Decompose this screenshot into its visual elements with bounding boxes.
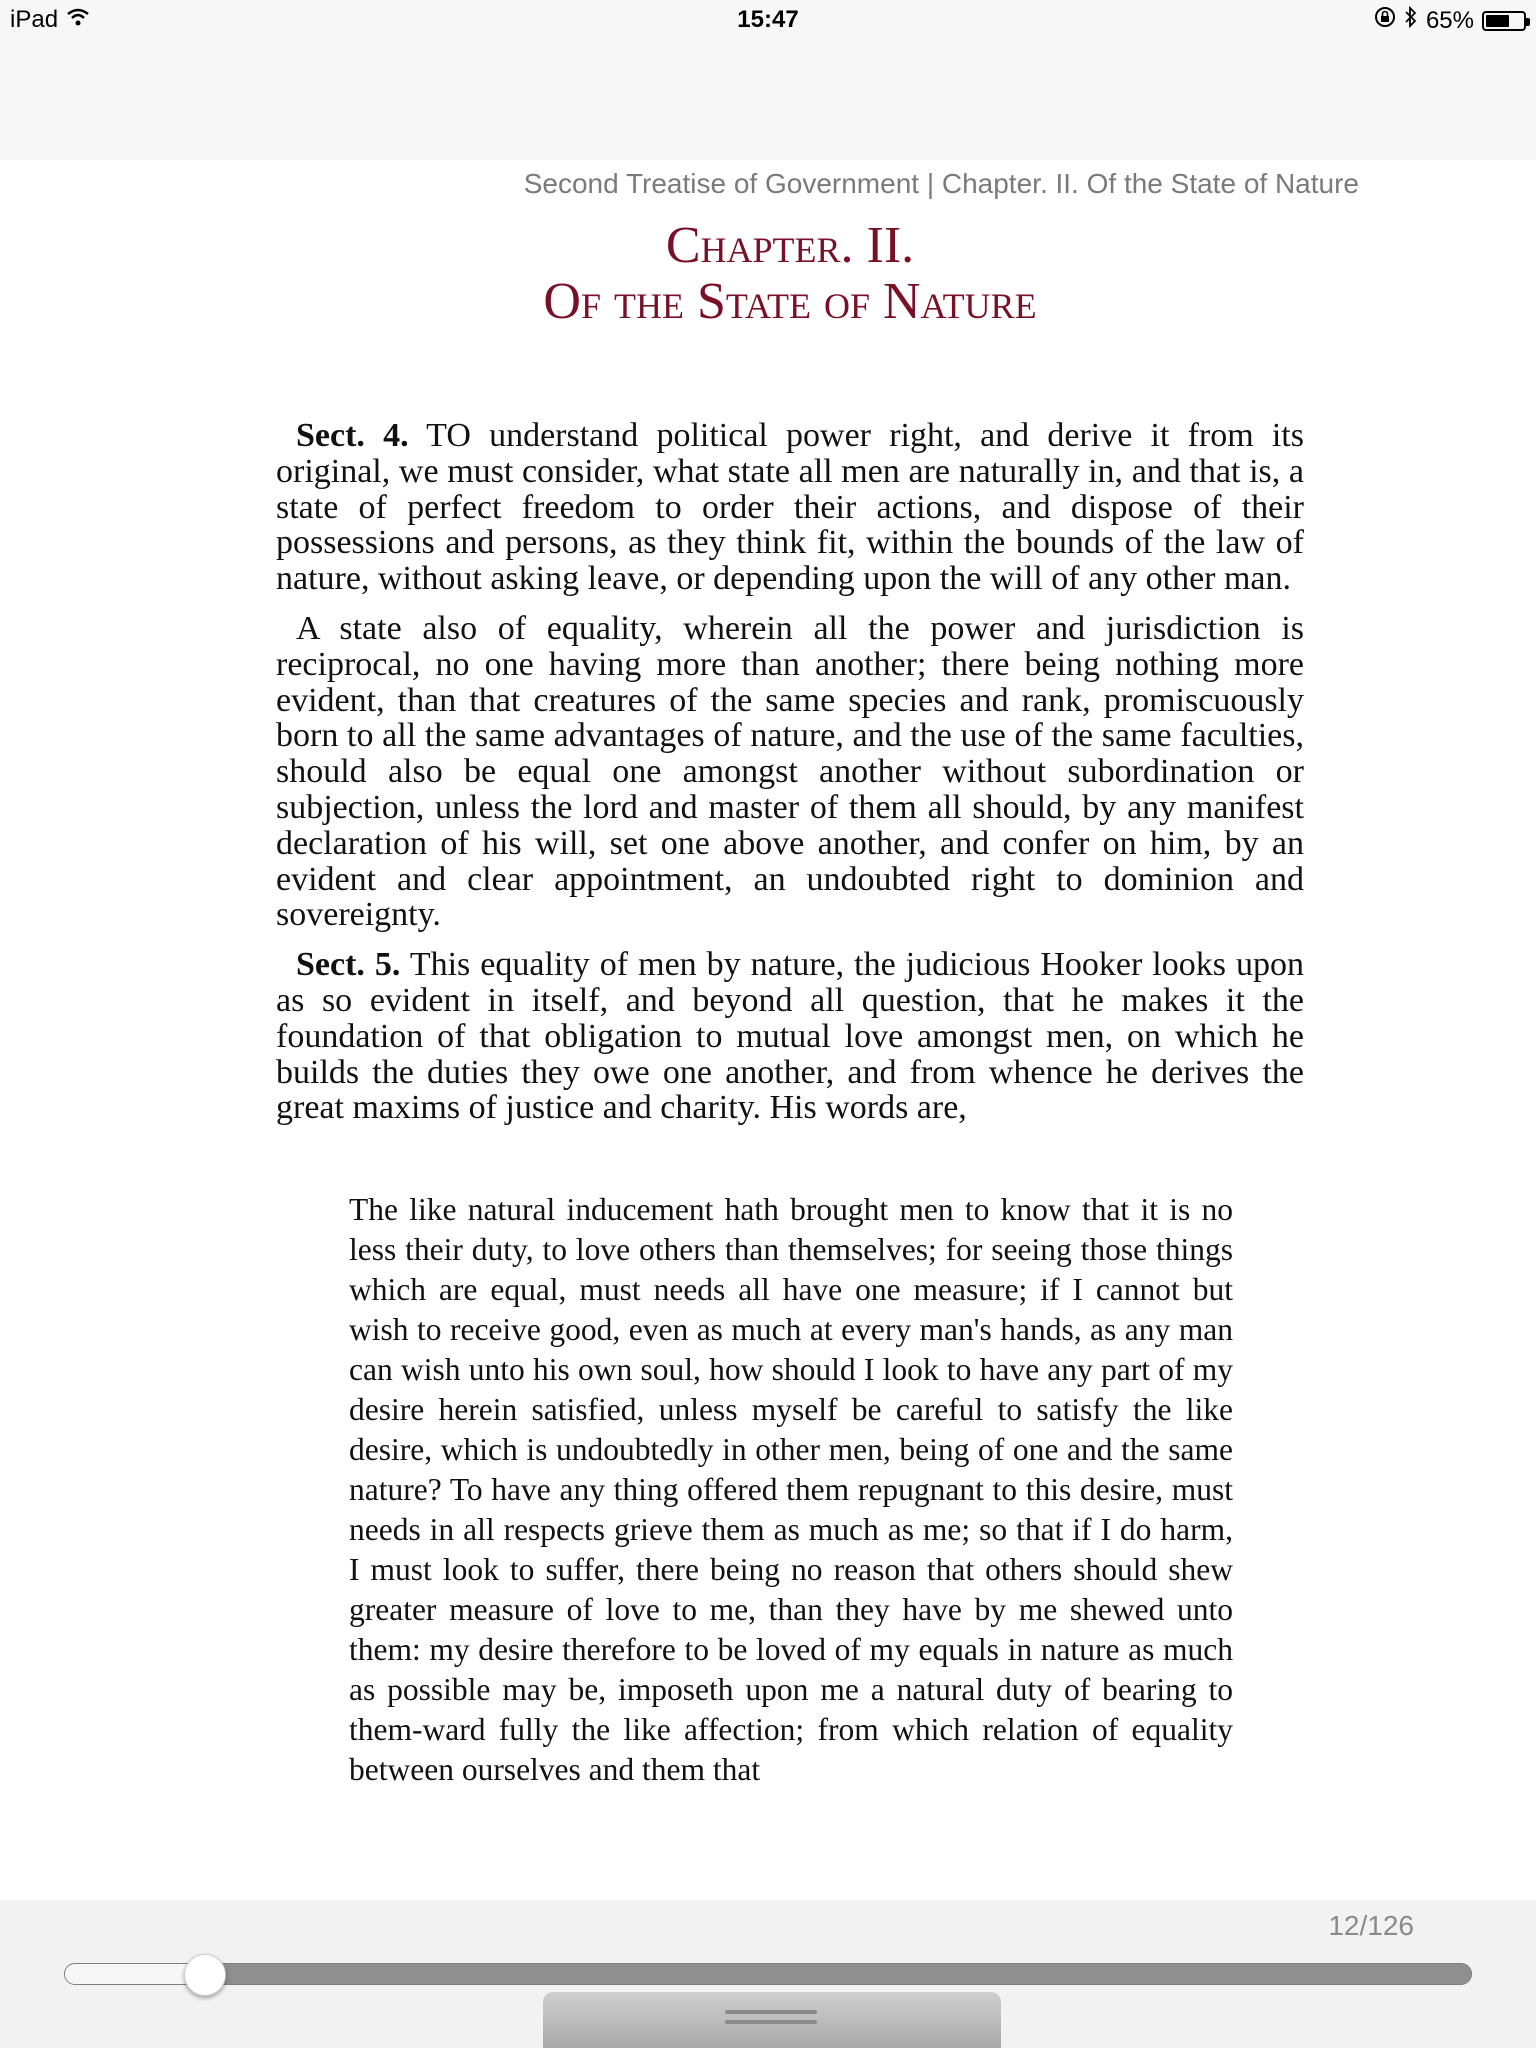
paragraph-text: A state also of equality, wherein all the power and jurisdiction is reciprocal, no one having more than another; there being nothing more evident, than that creatures of the same species and rank, promiscuously born to all the same advantages of nature, and the use of the same faculties, should also be equal one amongst another without subordination or subjection, unless the lord and master of them all should, by any manifest declaration of his will, set one above another, and confer on him, by an evident and clear appointment, an undoubted right to dominion and sovereignty. [276,609,1304,934]
paragraph [276,611,1304,933]
battery-icon [1482,11,1526,31]
paragraph [276,947,1304,1126]
block-quote: The like natural inducement hath brought men to know that it is no less their duty, to love others than themselves; for seeing those things which are equal, must needs all have one measure; if I cannot but wish to receive good, even as much at every man's hands, as any man can wish unto his own soul, how should I look to have any part of my desire herein satisfied, unless myself be careful to satisfy the like desire, which is undoubtedly in other men, being of one and the same nature? To have any thing offered them repugnant to this desire, must needs in all respects grieve them as much as me; so that if I do harm, I must look to suffer, there being no reason that others should shew greater measure of love to me, than they have by me shewed unto them: my desire therefore to be loved of my equals in nature as much as possible may be, imposeth upon me a natural duty of bearing to them-ward fully the like affection; from which relation of equality between ourselves and them that [349,1192,1233,1787]
chapter-body [276,418,1304,1140]
grip-line [725,2020,817,2024]
battery-percent: 65% [1425,6,1474,34]
bluetooth-icon [1404,6,1418,35]
running-header: Second Treatise of Government | Chapter. II. Of the State of Nature [523,168,1359,199]
section-number: Sect. 5. [296,946,401,984]
battery-level [1486,15,1509,27]
paragraph [276,418,1304,597]
chapter-name: Of the State of Nature [543,273,1037,330]
section-number: Sect. 4. [296,417,409,454]
orientation-lock-icon [1374,6,1396,35]
status-bar [0,0,1536,42]
chapter-title [0,218,1536,330]
grip-line [725,2010,817,2014]
battery-nub [1526,18,1530,26]
drawer-handle[interactable] [543,1992,1001,2048]
page-indicator: 12/126 [1328,1910,1414,1941]
status-right [1374,6,1526,35]
paragraph-text: TO understand political power right, and derive it from its original, we must consider, what state all men are naturally in, and that is, a state of perfect freedom to order their actions, and dispose of their possessions and persons, as they think fit, within the bounds of the law of nature, without asking leave, or depending upon the will of any other man. [276,417,1304,598]
chapter-number: Chapter. II. [665,217,915,274]
page-slider[interactable] [64,1963,1472,1985]
clock: 15:47 [737,6,799,33]
device-name: iPad [10,6,59,33]
paragraph-text: This equality of men by nature, the judicious Hooker looks upon as so evident in itself, and beyond all question, that he makes it the foundation of that obligation to mutual love amongst men, on which he builds the duties they owe one another, and from whence he derives the great maxims of justice and charity. His words are, [276,946,1304,1127]
